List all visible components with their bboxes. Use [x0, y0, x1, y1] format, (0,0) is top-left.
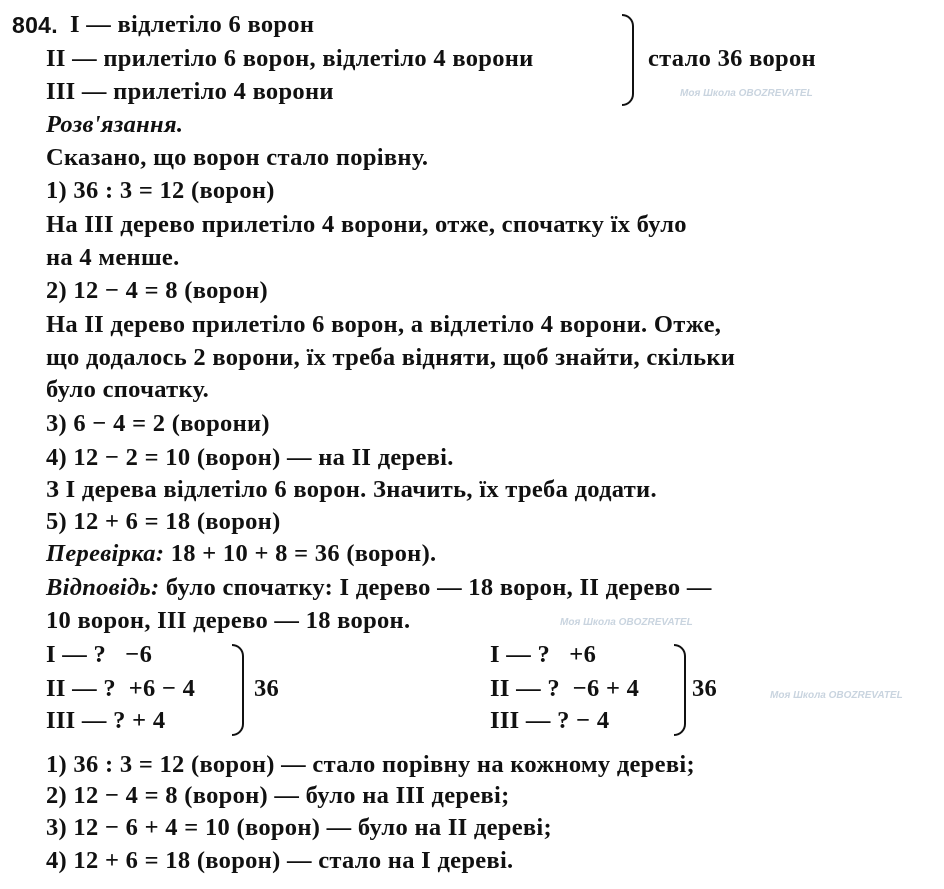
scheme-row: II — ? −6 + 4 [490, 675, 640, 702]
scheme-row: II — ? +6 − 4 [46, 675, 196, 702]
scheme-row: III — ? + 4 [46, 707, 166, 734]
given-result: стало 36 ворон [648, 45, 816, 72]
scheme-row: I — ? +6 [490, 641, 597, 668]
solution-line: 2) 12 − 4 = 8 (ворон) [46, 277, 269, 304]
solution-heading: Розв'язання. [46, 111, 184, 138]
scheme-brace [674, 644, 686, 736]
step-line: 1) 36 : 3 = 12 (ворон) — стало порівну на кожному дереві; [46, 751, 695, 778]
watermark: Моя Школа OBOZREVATEL [560, 617, 693, 628]
scheme-brace [232, 644, 244, 736]
watermark: Моя Школа OBOZREVATEL [680, 88, 813, 99]
solution-line: на 4 менше. [46, 244, 180, 271]
step-line: 2) 12 − 4 = 8 (ворон) — було на III дереві; [46, 782, 510, 809]
scheme-row: I — ? −6 [46, 641, 153, 668]
solution-line: З I дерева відлетіло 6 ворон. Значить, їх треба додати. [46, 476, 657, 503]
solution-line: 3) 6 − 4 = 2 (ворони) [46, 410, 270, 437]
check-line [46, 539, 436, 569]
solution-line: Сказано, що ворон стало порівну. [46, 144, 429, 171]
answer-line [46, 573, 712, 603]
given-brace [622, 14, 634, 106]
given-line-1: I — відлетіло 6 ворон [70, 11, 315, 38]
solution-line: На II дерево прилетіло 6 ворон, а відлетіло 4 ворони. Отже, [46, 311, 722, 338]
solution-line: було спочатку. [46, 376, 210, 403]
scheme-row: III — ? − 4 [490, 707, 610, 734]
solution-line: На III дерево прилетіло 4 ворони, отже, спочатку їх було [46, 211, 687, 238]
given-line-3: III — прилетіло 4 ворони [46, 78, 334, 105]
step-line: 3) 12 − 6 + 4 = 10 (ворон) — було на II дереві; [46, 814, 552, 841]
step-line: 4) 12 + 6 = 18 (ворон) — стало на I дереві. [46, 847, 514, 874]
solution-line: 1) 36 : 3 = 12 (ворон) [46, 177, 275, 204]
answer-label: Відповідь: [46, 574, 160, 601]
solution-line: 4) 12 − 2 = 10 (ворон) — на II дереві. [46, 444, 454, 471]
given-line-2: II — прилетіло 6 ворон, відлетіло 4 ворони [46, 45, 534, 72]
scheme-total: 36 [692, 675, 718, 702]
watermark: Моя Школа OBOZREVATEL [770, 690, 903, 701]
solution-line: 5) 12 + 6 = 18 (ворон) [46, 508, 281, 535]
solution-line: що додалось 2 ворони, їх треба відняти, щоб знайти, скільки [46, 344, 736, 371]
answer-line-2: 10 ворон, III дерево — 18 ворон. [46, 607, 411, 634]
problem-number: 804. [12, 12, 58, 38]
check-text: 18 + 10 + 8 = 36 (ворон). [164, 540, 437, 567]
check-label: Перевірка: [46, 540, 165, 567]
answer-text: було спочатку: I дерево — 18 ворон, II дерево — [159, 574, 712, 601]
scheme-total: 36 [254, 675, 280, 702]
